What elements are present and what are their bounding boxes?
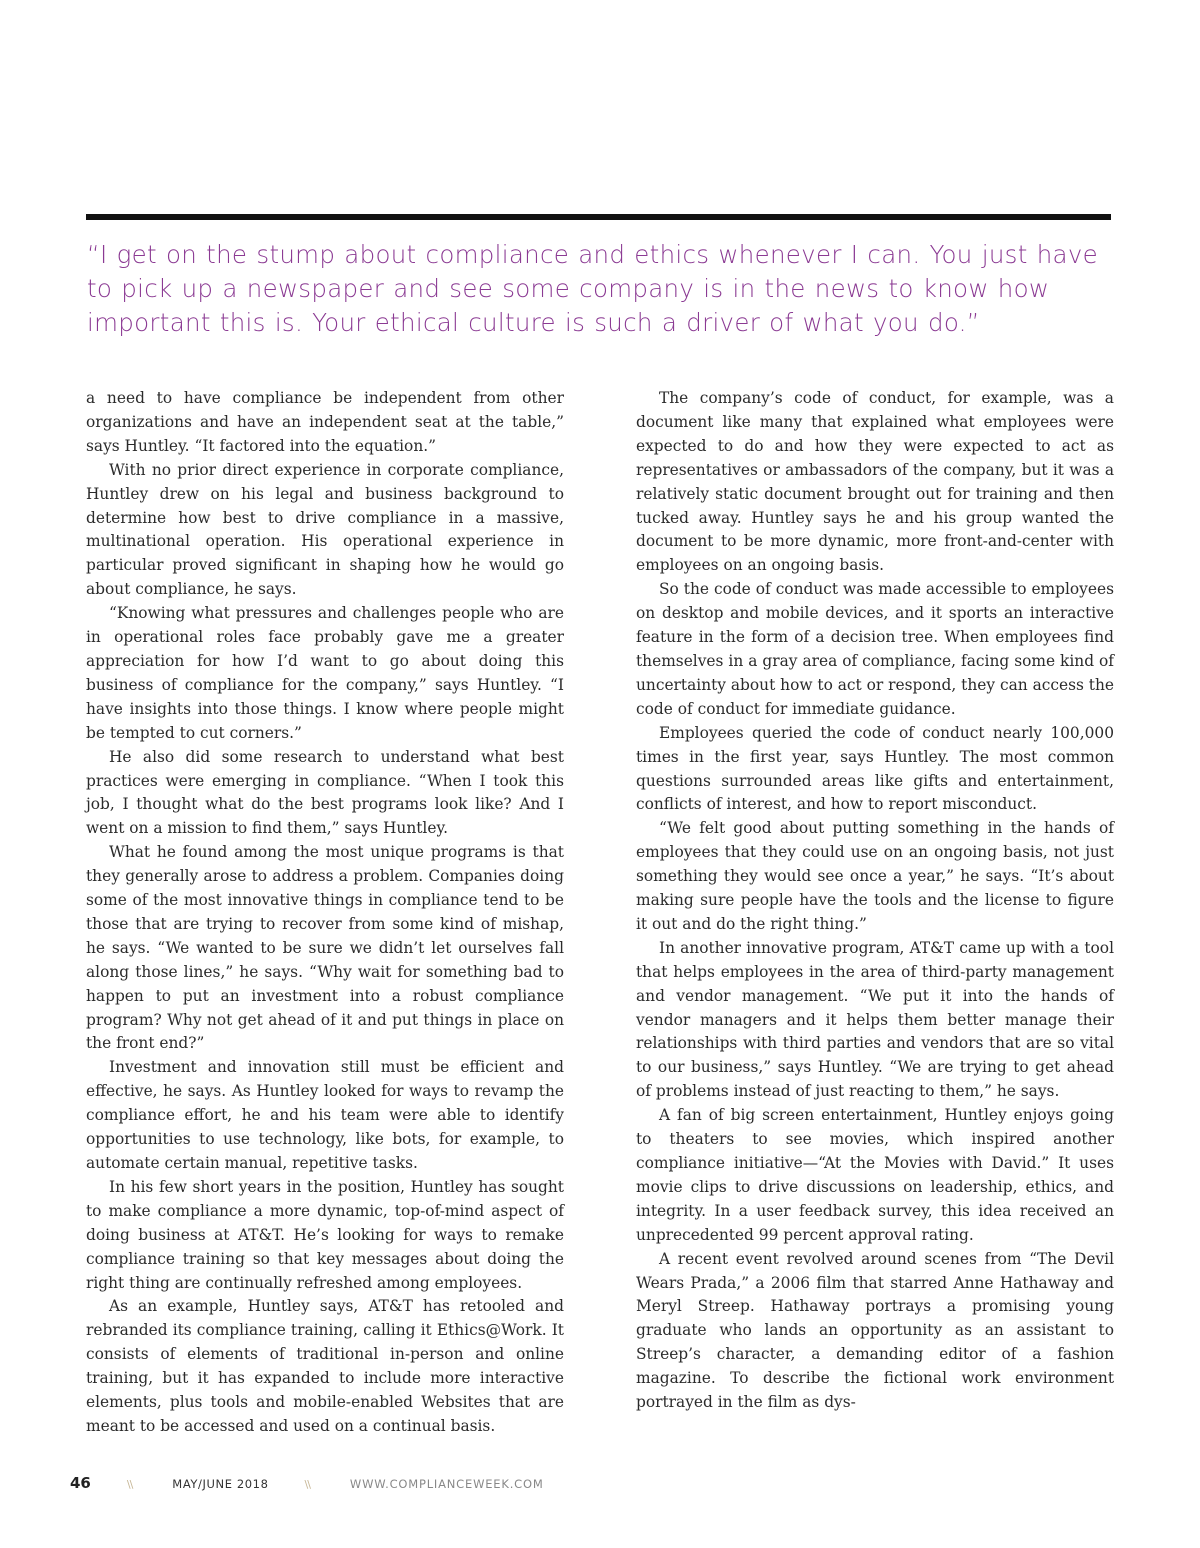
paragraph: In his few short years in the position, Huntley has sought to make compliance a more dynamic, top-of-mind aspect of doing business at AT&T. He’s looking for ways to remake compliance training so that key messages about doing the right thing are continually refreshed among employees. xyxy=(86,1177,564,1292)
paragraph: So the code of conduct was made accessible to employees on desktop and mobile devices, and it sports an interactive feature in the form of a decision tree. When employees find themselves in a gray area of compliance, facing some kind of uncertainty about how to act or respond, they can access the code of conduct for immediate guidance. xyxy=(636,580,1114,718)
paragraph: A recent event revolved around scenes from “The Devil Wears Prada,” a 2006 film that starred Anne Hathaway and Meryl Streep. Hathaway portrays a promising young graduate who lands an opportunity as an assistant to Streep’s character, a demanding editor of a fashion magazine. To describe the fictional work environment portrayed in the film as dys- xyxy=(636,1249,1114,1412)
paragraph: As an example, Huntley says, AT&T has retooled and rebranded its compliance training, calling it Ethics@Work. It consists of elements of traditional in-person and online training, but it has expanded to include more interactive elements, plus tools and mobile-enabled Websites that are meant to be accessed and used on a continual basis. xyxy=(86,1297,564,1435)
paragraph: In another innovative program, AT&T came up with a tool that helps employees in the area of third-party management and vendor management. “We put it into the hands of vendor managers and it helps them better manage their relationships with third parties and vendors that are so vital to our business,” says Huntley. “We are trying to get ahead of problems instead of just reacting to them,” he says. xyxy=(636,938,1114,1101)
paragraph: a need to have compliance be independent from other organizations and have an independent seat at the table,” says Huntley. “It factored into the equation.” xyxy=(86,389,564,455)
footer-separator: \\ xyxy=(126,1478,133,1491)
section-divider-rule xyxy=(86,214,1111,220)
paragraph: The company’s code of conduct, for example, was a document like many that explained what employees were expected to do and how they were expected to act as representatives or ambassadors of the company, but it was a relatively static document brought out for training and then tucked away. Huntley says he and his group wanted the document to be more dynamic, more front-and-center with employees on an ongoing basis. xyxy=(636,389,1114,575)
paragraph: “Knowing what pressures and challenges people who are in operational roles face probably gave me a greater appreciation for how I’d want to go about doing this business of compliance for the company,” says Huntley. “I have insights into those things. I know where people might be tempted to cut corners.” xyxy=(86,604,564,742)
website-link[interactable]: WWW.COMPLIANCEWEEK.COM xyxy=(349,1477,544,1491)
page-number: 46 xyxy=(70,1474,91,1492)
article-column-left xyxy=(86,387,564,1439)
pull-quote: “I get on the stump about compliance and ethics whenever I can. You just have to pick up a newspaper and see some company is in the news to know how important this is. Your ethical culture is such a driver of what you do.” xyxy=(87,240,1099,337)
paragraph: A fan of big screen entertainment, Huntley enjoys going to theaters to see movies, which inspired another compliance initiative—“At the Movies with David.” It uses movie clips to drive discussions on leadership, ethics, and integrity. In a user feedback survey, this idea received an unprecedented 99 percent approval rating. xyxy=(636,1106,1114,1244)
paragraph: “We felt good about putting something in the hands of employees that they could use on an ongoing basis, not just something they would see once a year,” he says. “It’s about making sure people have the tools and the license to figure it out and do the right thing.” xyxy=(636,819,1114,933)
issue-date: MAY/JUNE 2018 xyxy=(172,1477,269,1491)
article-column-right xyxy=(636,387,1114,1415)
paragraph: With no prior direct experience in corporate compliance, Huntley drew on his legal and business background to determine how best to drive compliance in a massive, multinational operation. His operational experience in particular proved significant in shaping how he would go about compliance, he says. xyxy=(86,460,564,599)
page-footer xyxy=(70,1474,544,1494)
paragraph: What he found among the most unique programs is that they generally arose to address a problem. Companies doing some of the most innovative things in compliance tend to be those that are trying to recover from some kind of mishap, he says. “We wanted to be sure we didn’t let ourselves fall along those lines,” he says. “Why wait for something bad to happen to put an investment into a robust compliance program? Why not get ahead of it and put things in place on the front end?” xyxy=(86,843,564,1053)
paragraph: Employees queried the code of conduct nearly 100,000 times in the first year, says Huntley. The most common questions surrounded areas like gifts and entertainment, conflicts of interest, and how to report misconduct. xyxy=(636,723,1114,814)
footer-separator: \\ xyxy=(304,1478,310,1491)
paragraph: Investment and innovation still must be efficient and effective, he says. As Huntley looked for ways to revamp the compliance effort, he and his team were able to identify opportunities to use technology, like bots, for example, to automate certain manual, repetitive tasks. xyxy=(86,1058,564,1172)
paragraph: He also did some research to understand what best practices were emerging in compliance. “When I took this job, I thought what do the best programs look like? And I went on a mission to find them,” says Huntley. xyxy=(86,747,564,838)
